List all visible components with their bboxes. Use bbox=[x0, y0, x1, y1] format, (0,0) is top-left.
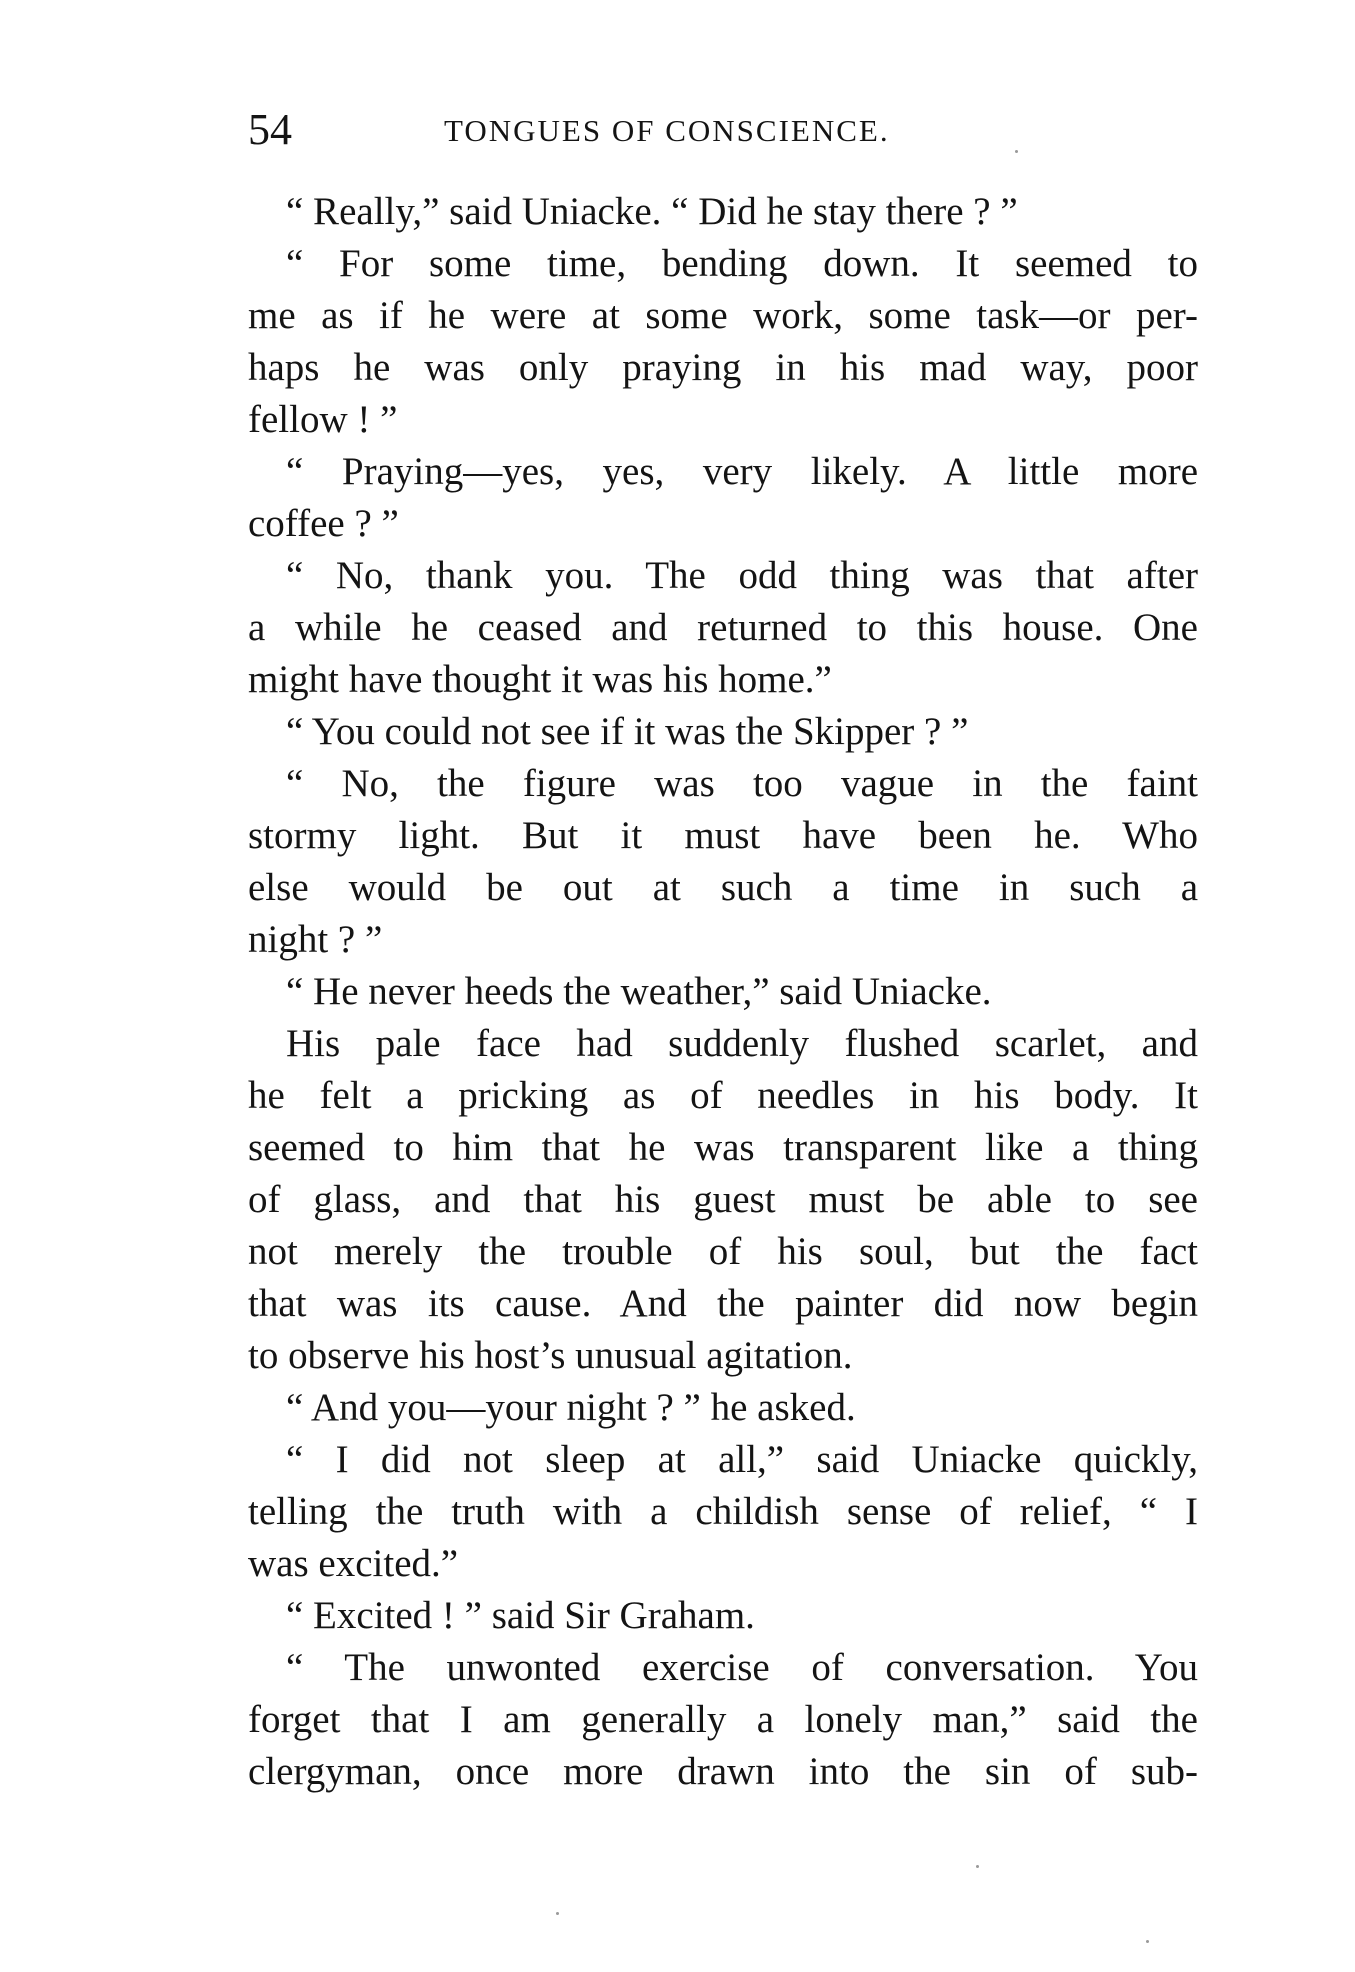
paper-speck bbox=[976, 1865, 979, 1868]
text-line: he felt a pricking as of needles in his body. It bbox=[248, 1074, 1198, 1117]
text-line: “ The unwonted exercise of conversation. You bbox=[286, 1646, 1198, 1689]
text-line: “ I did not sleep at all,” said Uniacke quickly, bbox=[286, 1438, 1198, 1481]
text-line: to observe his host’s unusual agitation. bbox=[248, 1334, 853, 1377]
text-line: “ For some time, bending down. It seemed to bbox=[286, 242, 1198, 285]
text-line: of glass, and that his guest must be able to see bbox=[248, 1178, 1198, 1221]
text-line: His pale face had suddenly flushed scarlet, and bbox=[286, 1022, 1198, 1065]
text-line: “ He never heeds the weather,” said Uniacke. bbox=[286, 970, 992, 1013]
text-line: telling the truth with a childish sense of relief, “ I bbox=[248, 1490, 1198, 1533]
text-line: coffee ? ” bbox=[248, 502, 399, 545]
text-line: “ No, thank you. The odd thing was that after bbox=[286, 554, 1198, 597]
text-line: “ Excited ! ” said Sir Graham. bbox=[286, 1594, 755, 1637]
text-line: clergyman, once more drawn into the sin of sub- bbox=[248, 1750, 1198, 1793]
paper-speck bbox=[1146, 1940, 1149, 1943]
running-title: TONGUES OF CONSCIENCE. bbox=[444, 113, 890, 148]
text-line: fellow ! ” bbox=[248, 398, 398, 441]
text-line: “ You could not see if it was the Skipper ? ” bbox=[286, 710, 969, 753]
text-line: stormy light. But it must have been he. Who bbox=[248, 814, 1198, 857]
text-line: “ Praying—yes, yes, very likely. A little more bbox=[286, 450, 1198, 493]
text-line: me as if he were at some work, some task—or per- bbox=[248, 294, 1198, 337]
text-line: forget that I am generally a lonely man,” said the bbox=[248, 1698, 1198, 1741]
text-line: “ Really,” said Uniacke. “ Did he stay there ? ” bbox=[286, 190, 1018, 233]
paper-speck bbox=[1015, 150, 1018, 153]
text-line: else would be out at such a time in such a bbox=[248, 866, 1198, 909]
paper-speck bbox=[556, 1912, 559, 1915]
body-text bbox=[248, 186, 1198, 1798]
text-line: was excited.” bbox=[248, 1542, 459, 1585]
text-line: might have thought it was his home.” bbox=[248, 658, 832, 701]
text-line: seemed to him that he was transparent like a thing bbox=[248, 1126, 1198, 1169]
text-line: “ And you—your night ? ” he asked. bbox=[286, 1386, 856, 1429]
text-line: haps he was only praying in his mad way, poor bbox=[248, 346, 1198, 389]
text-line: not merely the trouble of his soul, but the fact bbox=[248, 1230, 1198, 1273]
page-number: 54 bbox=[248, 105, 292, 154]
running-head bbox=[248, 100, 1198, 160]
text-line: night ? ” bbox=[248, 918, 383, 961]
text-line: that was its cause. And the painter did now begin bbox=[248, 1282, 1198, 1325]
text-line: “ No, the figure was too vague in the faint bbox=[286, 762, 1198, 805]
text-line: a while he ceased and returned to this house. One bbox=[248, 606, 1198, 649]
